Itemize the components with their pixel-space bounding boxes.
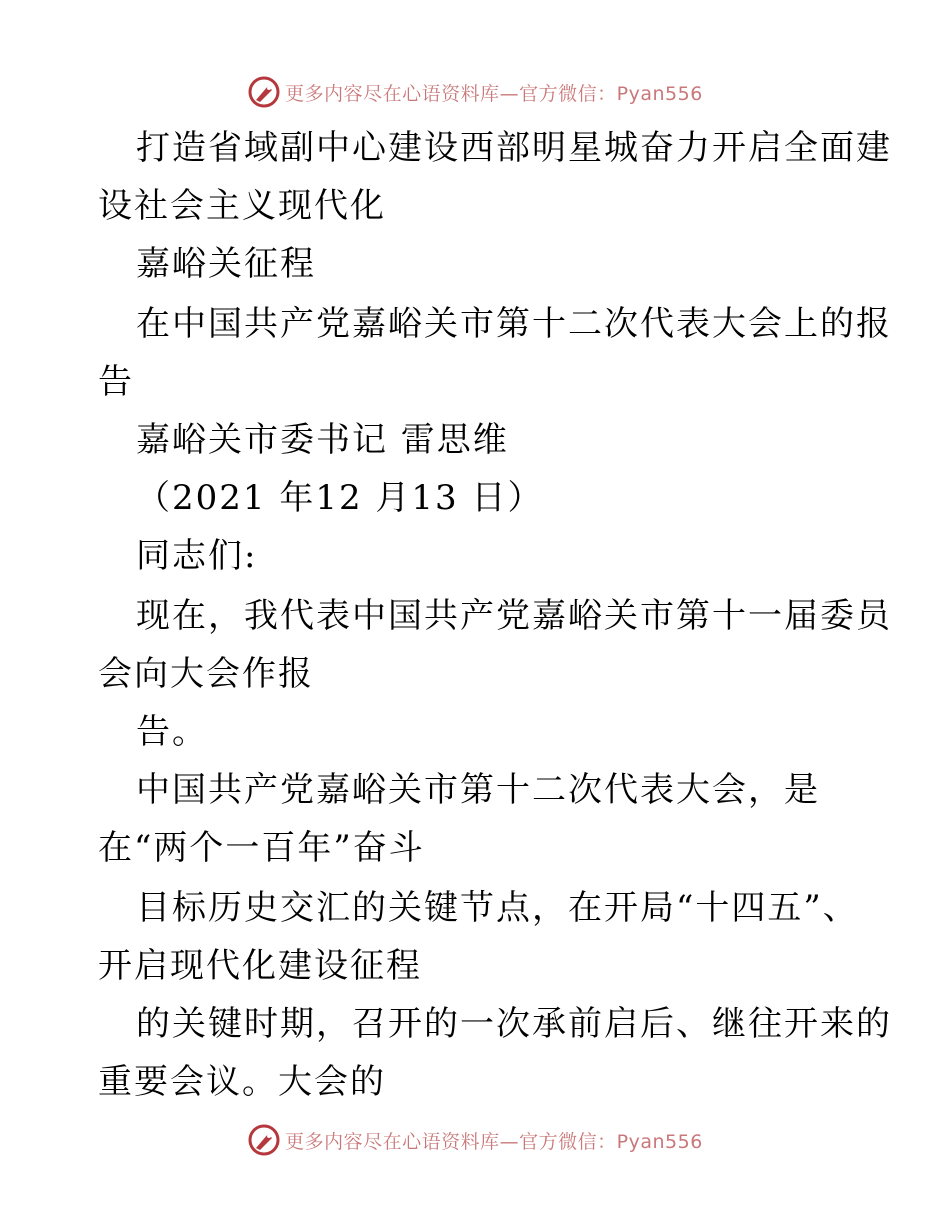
paragraph-line: 会向大会作报 <box>98 654 314 694</box>
paragraph-line: 的关键时期，召开的一次承前启后、继往开来的 <box>136 1004 892 1044</box>
title-line: 嘉峪关征程 <box>136 244 316 284</box>
paragraph-line: 现在，我代表中国共产党嘉峪关市第十一届委员 <box>136 596 892 636</box>
paragraph-line: 重要会议。大会的 <box>98 1062 386 1102</box>
subtitle-line: 告 <box>98 362 134 402</box>
paragraph-line: 在“两个一百年”奋斗 <box>98 828 425 868</box>
paragraph-line: 目标历史交汇的关键节点，在开局“十四五”、 <box>136 888 859 928</box>
footer-banner <box>0 1120 950 1160</box>
title-line: 打造省域副中心建设西部明星城奋力开启全面建 <box>136 128 892 168</box>
date-line: （2021 年12 月13 日） <box>136 478 544 518</box>
paragraph-line: 告。 <box>136 712 208 752</box>
title-line: 设社会主义现代化 <box>98 186 386 226</box>
paragraph-line: 中国共产党嘉峪关市第十二次代表大会，是 <box>136 770 820 810</box>
banner-text: 更多内容尽在心语资料库—官方微信：Pyan556 <box>285 1130 703 1153</box>
pen-nib-circle-icon <box>247 1123 281 1157</box>
subtitle-line: 在中国共产党嘉峪关市第十二次代表大会上的报 <box>136 304 892 344</box>
author-line: 嘉峪关市委书记 雷思维 <box>136 420 509 460</box>
greeting: 同志们: <box>136 536 258 576</box>
banner-text: 更多内容尽在心语资料库—官方微信：Pyan556 <box>285 82 703 105</box>
paragraph-line: 开启现代化建设征程 <box>98 946 422 986</box>
